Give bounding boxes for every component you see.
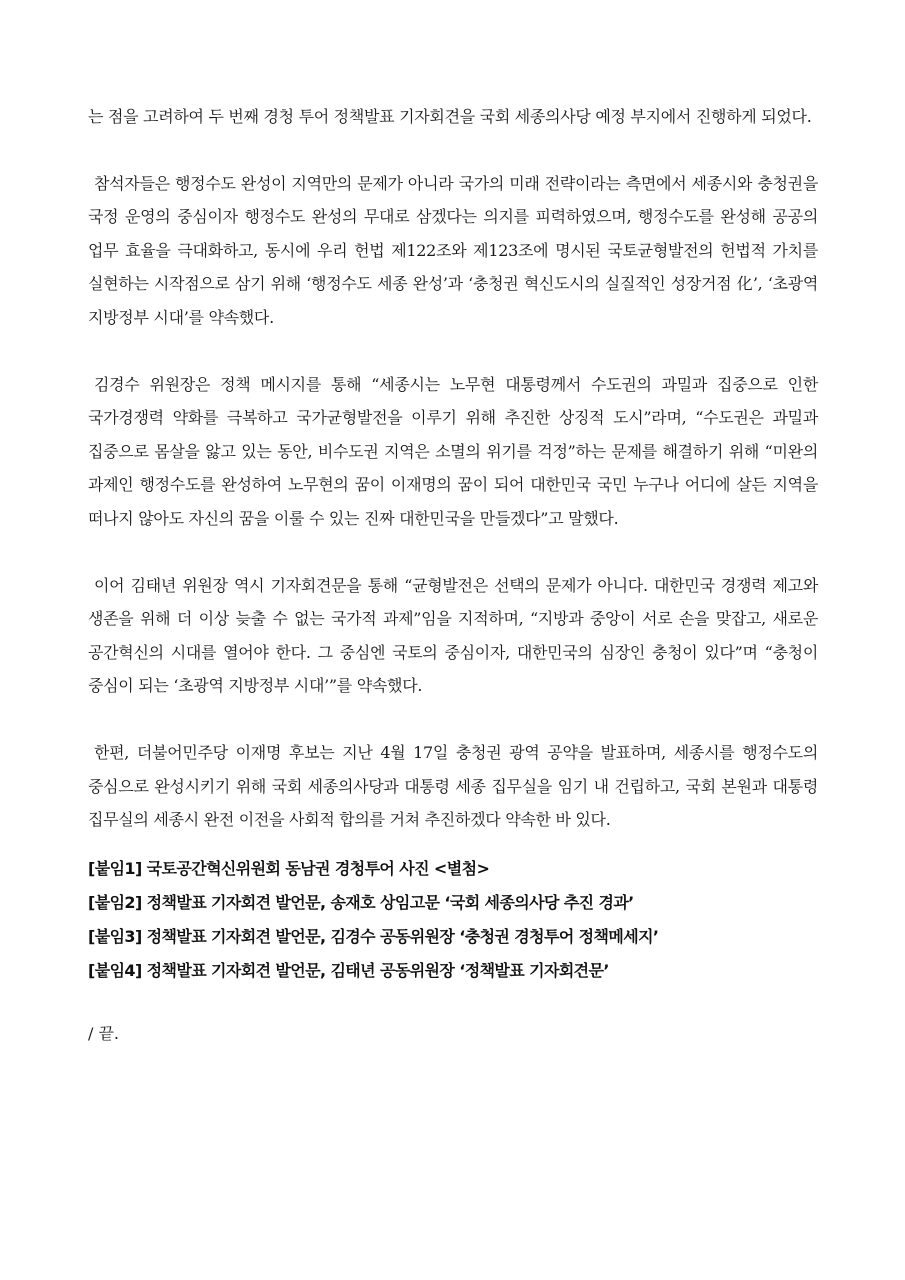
paragraph-kim-taenyeon: 이어 김태년 위원장 역시 기자회견문을 통해 “균형발전은 선택의 문제가 아니다. 대한민국 경쟁력 제고와 생존을 위해 더 이상 늦출 수 없는 국가적 과제”임을 지적하며, “지방과 중앙이 서로 손을 맞잡고, 새로운 공간혁신의 시대를 열어야 한다. 그 중심엔 국토의 중심이자, 대한민국의 심장인 충청이 있다”며 “충청이 중심이 되는 ‘초광역 지방정부 시대’”를 약속했다. [88,575,818,696]
attachment-list [88,852,818,988]
attachment-item-3: [붙임3] 정책발표 기자회견 발언문, 김경수 공동위원장 ‘충청권 경청투어 정책메세지’ [88,926,659,946]
attachment-item-2: [붙임2] 정책발표 기자회견 발언문, 송재호 상임고문 ‘국회 세종의사당 추진 경과’ [88,892,634,912]
paragraph-continuation: 는 점을 고려하여 두 번째 경청 투어 정책발표 기자회견을 국회 세종의사당 예정 부지에서 진행하게 되었다. [88,107,812,126]
attachment-item-4: [붙임4] 정책발표 기자회견 발언문, 김태년 공동위원장 ‘정책발표 기자회견문’ [88,960,609,980]
paragraph-kim-kyungsoo: 김경수 위원장은 정책 메시지를 통해 “세종시는 노무현 대통령께서 수도권의 과밀과 집중으로 인한 국가경쟁력 약화를 극복하고 국가균형발전을 이루기 위해 추진한 상징적 도시”라며, “수도권은 과밀과 집중으로 몸살을 앓고 있는 동안, 비수도권 지역은 소멸의 위기를 걱정”하는 문제를 해결하기 위해 “미완의 과제인 행정수도를 완성하여 노무현의 꿈이 이재명의 꿈이 되어 대한민국 국민 누구나 어디에 살든 지역을 떠나지 않아도 자신의 꿈을 이룰 수 있는 진짜 대한민국을 만들겠다”고 말했다. [88,374,818,528]
document-body [88,100,818,1050]
paragraph-participants: 참석자들은 행정수도 완성이 지역만의 문제가 아니라 국가의 미래 전략이라는 측면에서 세종시와 충청권을 국정 운영의 중심이자 행정수도 완성의 무대로 삼겠다는 의지를 피력하였으며, 행정수도를 완성해 공공의 업무 효율을 극대화하고, 동시에 우리 헌법 제122조와 제123조에 명시된 국토균형발전의 헌법적 가치를 실현하는 시작점으로 삼기 위해 ‘행정수도 세종 완성’과 ‘충청권 혁신도시의 실질적인 성장거점 化’, ‘초광역 지방정부 시대’를 약속했다. [88,173,818,327]
paragraph-lee-jaemyung: 한편, 더불어민주당 이재명 후보는 지난 4월 17일 충청권 광역 공약을 발표하며, 세종시를 행정수도의 중심으로 완성시키기 위해 국회 세종의사당과 대통령 세종 집무실을 임기 내 건립하고, 국회 본원과 대통령 집무실의 세종시 완전 이전을 사회적 합의를 거쳐 추진하겠다 약속한 바 있다. [88,742,818,830]
end-mark: / 끝. [88,1023,120,1043]
attachment-item-1: [붙임1] 국토공간혁신위원회 동남권 경청투어 사진 <별첨> [88,858,490,878]
